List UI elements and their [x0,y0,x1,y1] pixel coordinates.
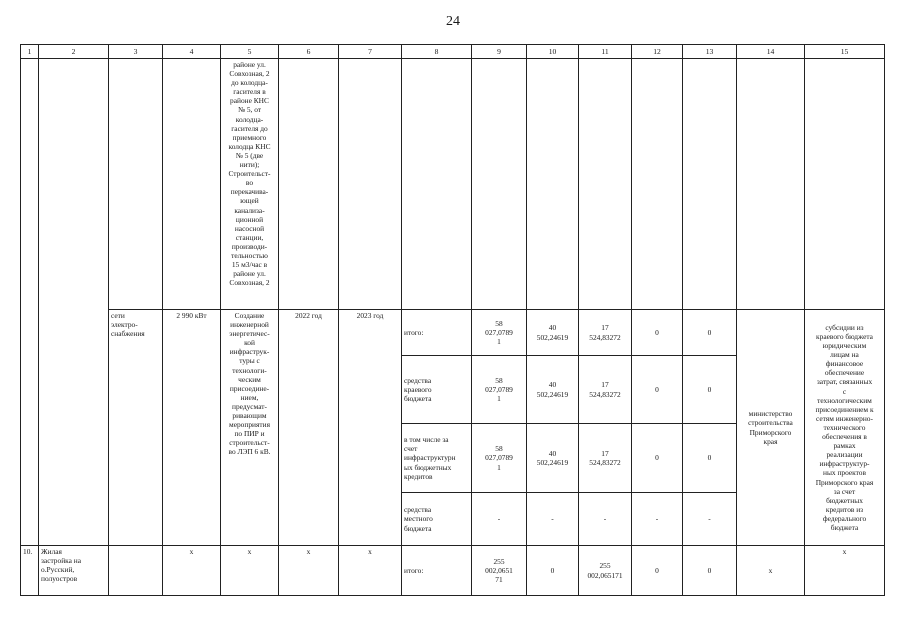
column-number: 14 [737,45,805,59]
value-col9: 58 027,0789 1 [472,424,527,493]
cell-empty [109,546,163,596]
project-description: Создание инженерной энергетичес- кой инфраструк- туры с технологи- ческим присоедине- нием, предусмат- ривающим мероприятия по ПИР и строительст- во ЛЭП 6 кВ. [221,310,279,546]
column-number: 11 [579,45,632,59]
value-col10: 40 502,24619 [527,356,579,424]
column-number: 13 [683,45,737,59]
item-col4: x [163,546,221,596]
continuation-row [21,59,885,310]
cell-empty [805,59,885,310]
column-number-row [21,45,885,59]
funding-label: средства местного бюджета [402,493,472,546]
value-col11: - [579,493,632,546]
value-col9: 58 027,0789 1 [472,356,527,424]
cell-empty [402,59,472,310]
cell-empty [109,59,163,310]
capacity: 2 990 кВт [163,310,221,546]
column-number: 10 [527,45,579,59]
value-col12: 0 [632,356,683,424]
column-number: 1 [21,45,39,59]
item-col15: x [805,546,885,596]
value-col12: 0 [632,310,683,356]
cell-empty [579,59,632,310]
item-col14: x [737,546,805,596]
value-col11: 255 002,065171 [579,546,632,596]
end-year: 2023 год [339,310,402,546]
start-year: 2022 год [279,310,339,546]
value-col11: 17 524,83272 [579,356,632,424]
column-number: 6 [279,45,339,59]
item-col5: x [221,546,279,596]
value-col13: - [683,493,737,546]
value-col10: - [527,493,579,546]
cell-empty [632,59,683,310]
value-col11: 17 524,83272 [579,310,632,356]
value-col11: 17 524,83272 [579,424,632,493]
funding-label: итого: [402,310,472,356]
column-number: 7 [339,45,402,59]
cell-empty [683,59,737,310]
cell-empty [527,59,579,310]
item-name: Жилая застройка на о.Русский, полуостров [39,546,109,596]
item-col7: x [339,546,402,596]
item-10-row [21,546,885,596]
page-number: 24 [446,14,460,29]
continuation-description: районе ул. Совхозная, 2 до колодца- гасителя в районе КНС № 5, от колодца- гасителя до приемного колодца КНС № 5 (две нити); Строительст- во перекачива- ющей канализа- ционной насосной станции, производи- тельностью 15 м3/час в районе ул. Совхозная, 2 [221,59,279,310]
column-number: 2 [39,45,109,59]
value-col10: 40 502,24619 [527,424,579,493]
column-number: 9 [472,45,527,59]
column-number: 5 [221,45,279,59]
value-col10: 40 502,24619 [527,310,579,356]
power-row-total [21,310,885,356]
budget-table [20,44,885,596]
cell-empty [163,59,221,310]
value-col10: 0 [527,546,579,596]
column-number: 12 [632,45,683,59]
value-col13: 0 [683,310,737,356]
value-col9: 58 027,0789 1 [472,310,527,356]
value-col9: - [472,493,527,546]
column-number: 15 [805,45,885,59]
cell-empty [472,59,527,310]
column-number: 8 [402,45,472,59]
item-number: 10. [21,546,39,596]
network-type: сети электро- снабжения [109,310,163,546]
value-col13: 0 [683,546,737,596]
funding-label: в том числе за счет инфраструктурн ых бюджетных кредитов [402,424,472,493]
column-number: 4 [163,45,221,59]
funding-label: средства краевого бюджета [402,356,472,424]
value-col12: 0 [632,546,683,596]
funding-mechanism: субсидии из краевого бюджета юридическим лицам на финансовое обеспечение затрат, связанных с технологическим присоединением к сетям инженерно- технического обеспечения в рамках реализации инфраструктур- ных проектов Приморского края за счет бюджетных кредитов из федерального бюджета [805,310,885,546]
value-col12: - [632,493,683,546]
responsible-body: министерство строительства Приморского края [737,310,805,546]
value-col13: 0 [683,424,737,493]
value-col9: 255 002,0651 71 [472,546,527,596]
cell-empty [339,59,402,310]
cell-empty [737,59,805,310]
item-col6: x [279,546,339,596]
column-number: 3 [109,45,163,59]
value-col13: 0 [683,356,737,424]
cell-empty [39,59,109,546]
cell-empty [279,59,339,310]
value-col12: 0 [632,424,683,493]
funding-label: итого: [402,546,472,596]
cell-empty [21,59,39,546]
